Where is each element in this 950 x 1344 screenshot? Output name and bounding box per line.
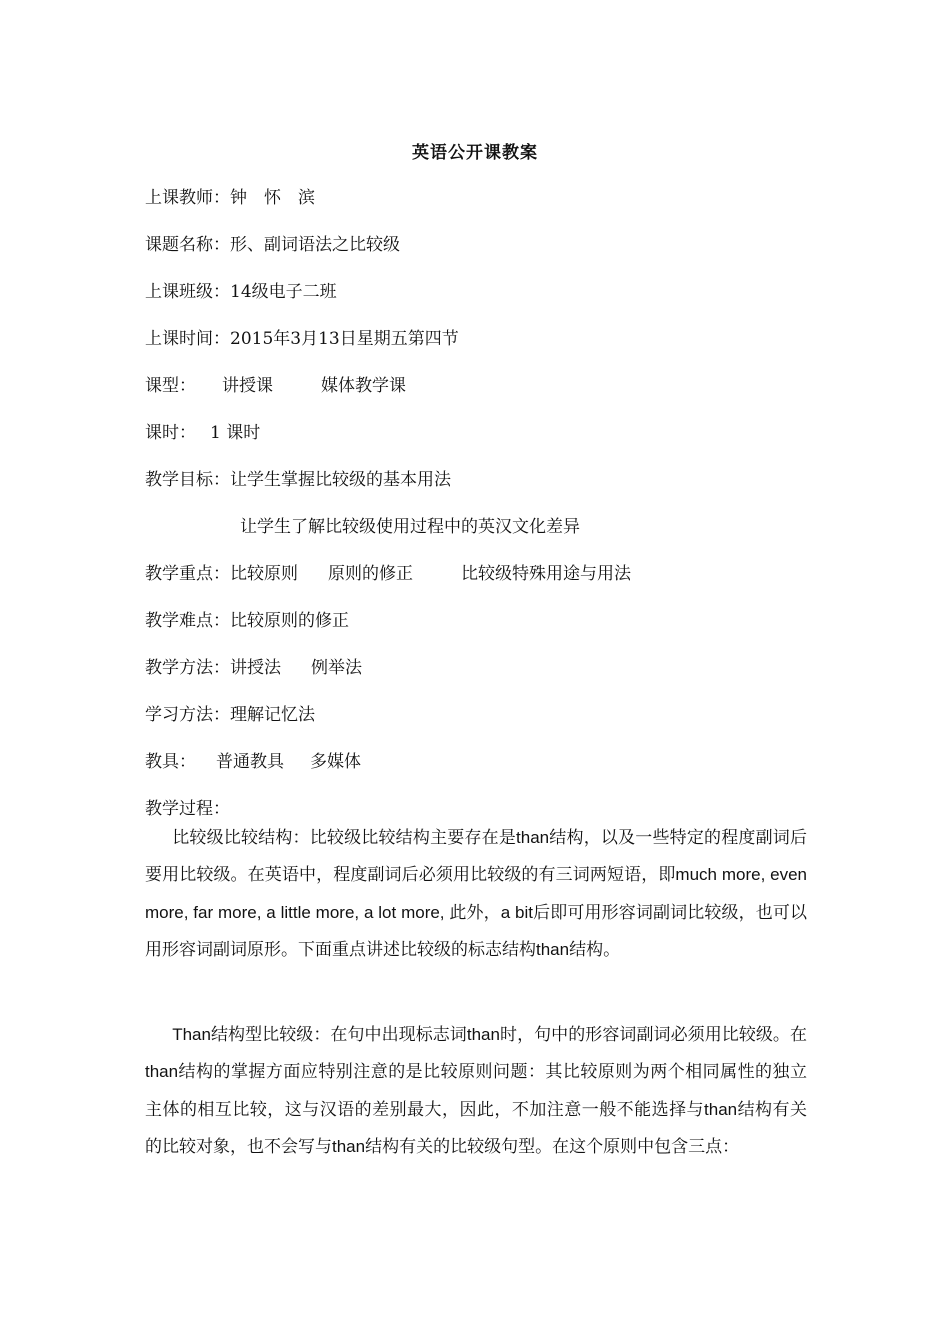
goal-line bbox=[145, 468, 451, 492]
goal-value-2: 让学生了解比较级使用过程中的英汉文化差异 bbox=[240, 517, 580, 537]
focus-value-1: 比较原则 bbox=[230, 564, 298, 584]
process-line bbox=[145, 797, 230, 821]
process-label: 教学过程： bbox=[145, 799, 230, 819]
focus-label: 教学重点： bbox=[145, 564, 230, 584]
topic-value: 形、副词语法之比较级 bbox=[230, 235, 400, 255]
focus-line bbox=[145, 562, 631, 586]
topic-label: 课题名称： bbox=[145, 235, 230, 255]
difficulty-value: 比较原则的修正 bbox=[230, 611, 349, 631]
method-label: 教学方法： bbox=[145, 658, 230, 678]
type-value-1: 讲授课 bbox=[222, 376, 273, 396]
difficulty-label: 教学难点： bbox=[145, 611, 230, 631]
tools-label: 教具： bbox=[145, 752, 196, 772]
goal-value-1: 让学生掌握比较级的基本用法 bbox=[230, 470, 451, 490]
focus-value-2: 原则的修正 bbox=[328, 564, 413, 584]
hours-label: 课时： bbox=[145, 423, 196, 443]
type-label: 课型： bbox=[145, 376, 196, 396]
class-label: 上课班级： bbox=[145, 282, 230, 302]
tools-value-1: 普通教具 bbox=[216, 752, 284, 772]
topic-line bbox=[145, 233, 400, 257]
study-value: 理解记忆法 bbox=[230, 705, 315, 725]
time-line bbox=[145, 327, 459, 351]
method-line bbox=[145, 656, 362, 680]
time-label: 上课时间： bbox=[145, 329, 230, 349]
type-line bbox=[145, 374, 406, 398]
hours-line bbox=[145, 421, 260, 445]
class-value: 14级电子二班 bbox=[230, 282, 337, 302]
difficulty-line bbox=[145, 609, 349, 633]
teacher-line bbox=[145, 186, 315, 210]
tools-line bbox=[145, 750, 361, 774]
focus-value-3: 比较级特殊用途与用法 bbox=[461, 564, 631, 584]
document-title: 英语公开课教案 bbox=[412, 143, 538, 163]
goal-line-2 bbox=[240, 515, 580, 539]
study-line bbox=[145, 703, 315, 727]
paragraph-comparison-structure: 比较级比较结构：比较级比较结构主要存在是than结构，以及一些特定的程度副词后要用比较级。在英语中，程度副词后必须用比较级的有三词两短语，即much more, even more, far more, a little more, a lot more, 此外，a bit后即可用形容词副词比较级，也可以用形容词副词原形。下面重点讲述比较级的标志结构than结构。 bbox=[145, 828, 807, 960]
goal-label: 教学目标： bbox=[145, 470, 230, 490]
teacher-name: 钟 怀 滨 bbox=[230, 188, 315, 208]
method-value-2: 例举法 bbox=[311, 658, 362, 678]
tools-value-2: 多媒体 bbox=[310, 752, 361, 772]
class-line bbox=[145, 280, 337, 304]
hours-value: 1 课时 bbox=[210, 423, 261, 443]
teacher-label: 上课教师： bbox=[145, 188, 230, 208]
method-value-1: 讲授法 bbox=[230, 658, 281, 678]
study-label: 学习方法： bbox=[145, 705, 230, 725]
time-value: 2015年3月13日星期五第四节 bbox=[230, 329, 459, 349]
paragraph-than-structure: Than结构型比较级：在句中出现标志词than时，句中的形容词副词必须用比较级。在than结构的掌握方面应特别注意的是比较原则问题：其比较原则为两个相同属性的独立主体的相互比较，这与汉语的差别最大，因此，不加注意一般不能选择与than结构有关的比较对象，也不会写与than结构有关的比较级句型。在这个原则中包含三点： bbox=[145, 1025, 807, 1157]
type-value-2: 媒体教学课 bbox=[321, 376, 406, 396]
